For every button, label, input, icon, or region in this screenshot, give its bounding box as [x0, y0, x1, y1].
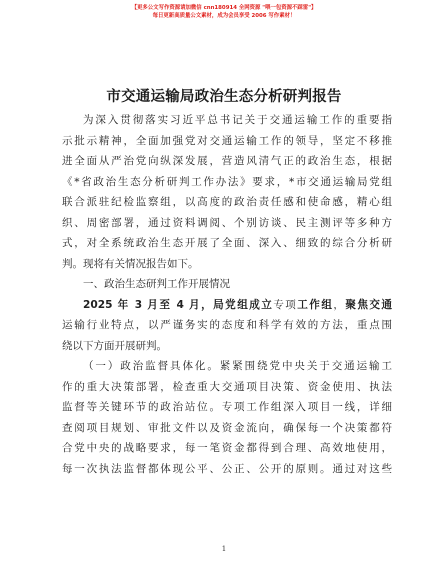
paragraph-line: 绕以下方面开展研判。 — [62, 339, 167, 352]
paragraph-line: 织、周密部署，通过资料调阅、个别访谈、民主测评等多种方 — [62, 216, 392, 229]
paragraph-line: 运输行业特点，以严谨务实的态度和科学有效的方法，重点围 — [62, 319, 392, 331]
lead-bold-text: 聚焦交通 — [345, 298, 393, 311]
section-heading: 一、政治生态研判工作开展情况 — [83, 278, 230, 290]
paragraph-line: 示批示精神，全面加强党对交通运输工作的领导，坚定不移推 — [62, 134, 392, 147]
lead-bold-text: 局党组成立 — [213, 298, 274, 311]
paragraph-line: 判。现将有关情况报告如下。 — [62, 257, 199, 270]
promo-banner-line-2: 每日更新高质量公文素材，成为会员享受 2006 写作素材！ — [152, 13, 296, 19]
paragraph-line: （一）政治监督具体化。紧紧围绕党中央关于交通运输工 — [83, 360, 392, 372]
paragraph-line: 每一次执法监督都体现公平、公正、公开的原则。通过对这些 — [62, 462, 392, 475]
page-number: 1 — [221, 545, 227, 553]
paragraph-line: 式，对全系统政治生态开展了全面、深入、细致的综合分析研 — [62, 237, 392, 249]
date-range-bold: 2025 年 3 月至 4 月， — [83, 298, 214, 311]
document-title: 市交通运输局政治生态分析研判报告 — [106, 88, 342, 105]
promo-banner — [0, 4, 448, 20]
promo-banner-line-1: 【更多公文写作资源请加微信 cnn180914 全网资源 "喂一包资源不踩雷"】 — [131, 5, 317, 11]
paragraph-lead-line — [62, 295, 392, 316]
paragraph-intro — [62, 110, 392, 274]
lead-regular-text: 专项 — [273, 298, 298, 311]
document-body — [62, 110, 392, 479]
paragraph-line: 合党中央的战略要求，每一笔资金都得到合理、高效地使用， — [62, 442, 392, 454]
paragraph-line: 联合派驻纪检监察组，以高度的政治责任感和使命感，精心组 — [62, 196, 392, 208]
paragraph-line: 《*省政治生态分析研判工作办法》要求，*市交通运输局党组 — [62, 175, 392, 188]
paragraph-line: 查阅项目规划、审批文件以及资金流向，确保每一个决策都符 — [62, 421, 392, 434]
lead-regular-text: ， — [333, 298, 346, 311]
paragraph-line: 为深入贯彻落实习近平总书记关于交通运输工作的重要指 — [83, 114, 392, 126]
paragraph-political-supervision — [62, 356, 392, 479]
paragraph-line: 进全面从严治党向纵深发展，营造风清气正的政治生态，根据 — [62, 155, 392, 167]
paragraph-line: 作的重大决策部署，检查重大交通项目决策、资金使用、执法 — [62, 380, 392, 393]
paragraph-line: 监督等关键环节的政治站位。专项工作组深入项目一线，详细 — [62, 401, 392, 413]
paragraph-work-overview — [62, 295, 392, 357]
lead-bold-text: 工作组 — [297, 298, 334, 311]
